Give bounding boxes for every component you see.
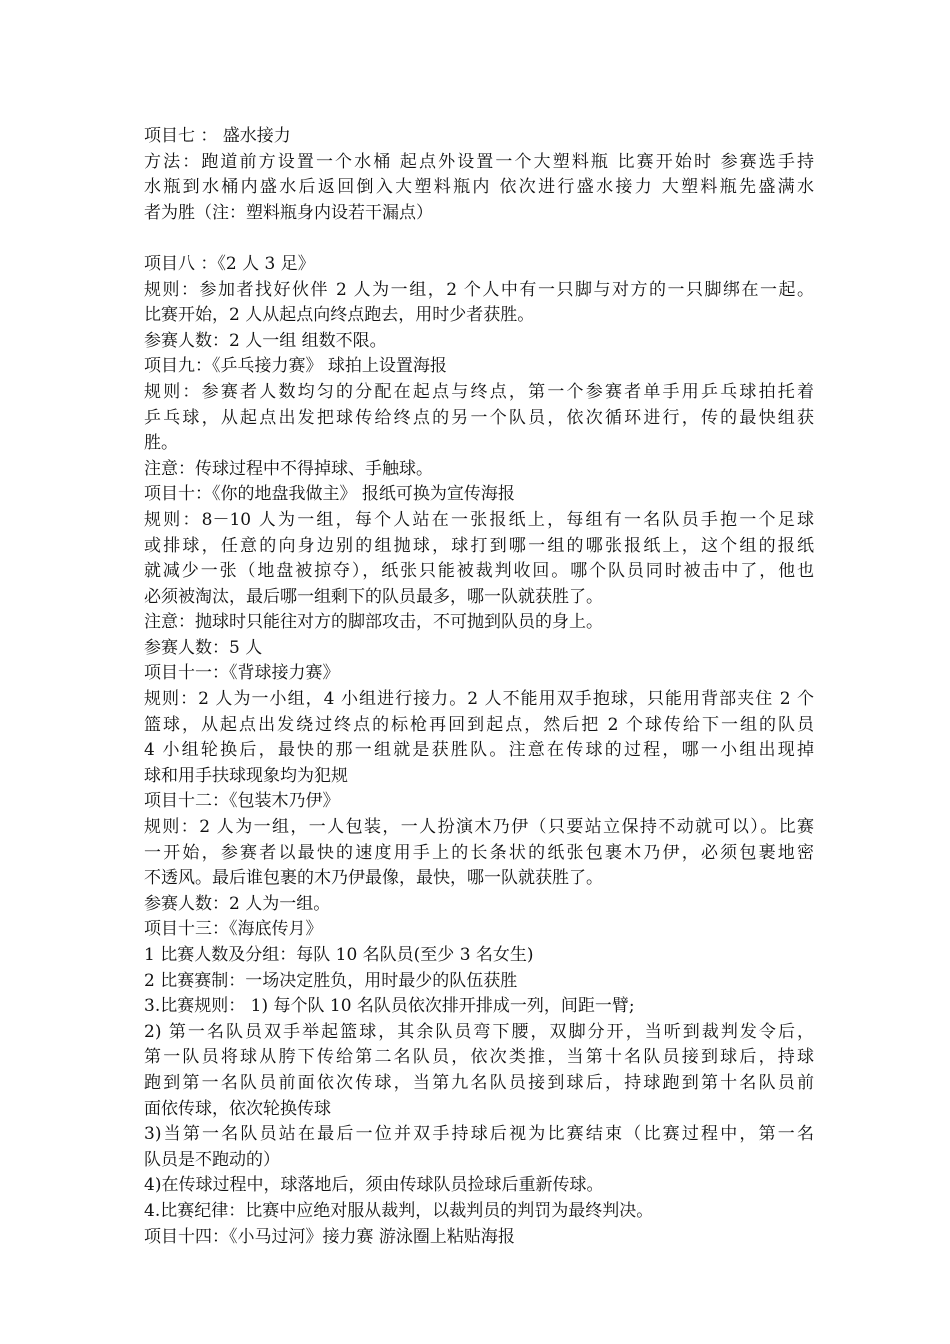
text-line: 水瓶到水桶内盛水后返回倒入大塑料瓶内 依次进行盛水接力 大塑料瓶先盛满水 xyxy=(144,177,814,198)
text-line: 就减少一张（地盘被掠夺），纸张只能被裁判收回。哪个队员同时被击中了，他也 xyxy=(144,561,814,582)
text-line: 不透风。最后谁包裹的木乃伊最像，最快，哪一队就获胜了。 xyxy=(144,868,603,889)
text-line: 规则：2 人为一组，一人包装，一人扮演木乃伊（只要站立保持不动就可以）。比赛 xyxy=(144,817,814,838)
text-line: 面依传球，依次轮换传球 xyxy=(144,1098,331,1119)
text-line: 比赛开始，2 人从起点向终点跑去，用时少者获胜。 xyxy=(144,305,535,326)
text-line: 参赛人数：2 人为一组。 xyxy=(144,893,331,914)
text-line: 4)在传球过程中，球落地后，须由传球队员捡球后重新传球。 xyxy=(144,1175,604,1196)
text-line: 项目十三：《海底传月》 xyxy=(144,919,323,940)
text-line: 规则：参赛者人数均匀的分配在起点与终点，第一个参赛者单手用乒乓球拍托着 xyxy=(144,381,814,402)
text-line: 2 比赛赛制：一场决定胜负，用时最少的队伍获胜 xyxy=(144,970,518,991)
text-line: 注意：抛球时只能往对方的脚部攻击，不可抛到队员的身上。 xyxy=(144,612,603,633)
text-line: 项目八 ：《2 人 3 足》 xyxy=(144,253,315,274)
text-line: 球和用手扶球现象均为犯规 xyxy=(144,765,348,786)
text-line: 参赛人数：2 人一组 组数不限。 xyxy=(144,330,387,351)
text-line: 胜。 xyxy=(144,433,178,454)
text-line: 2) 第一名队员双手举起篮球，其余队员弯下腰，双脚分开，当听到裁判发令后， xyxy=(144,1021,814,1042)
text-line: 项目十一：《背球接力赛》 xyxy=(144,663,340,684)
text-line: 规则：8－10 人为一组，每个人站在一张报纸上，每组有一名队员手抱一个足球 xyxy=(144,509,814,530)
text-line: 者为胜（注：塑料瓶身内设若干漏点） xyxy=(144,202,433,223)
text-line: 规则：参加者找好伙伴 2 人为一组，2 个人中有一只脚与对方的一只脚绑在一起。 xyxy=(144,279,814,300)
text-line: 1 比赛人数及分组：每队 10 名队员(至少 3 名女生) xyxy=(144,945,534,965)
text-line: 项目七 ： 盛水接力 xyxy=(144,126,291,146)
text-line: 项目十二：《包装木乃伊》 xyxy=(144,791,340,812)
text-line: 篮球，从起点出发绕过终点的标枪再回到起点，然后把 2 个球传给下一组的队员 xyxy=(144,714,814,735)
text-line: 项目九：《乒乓接力赛》 球拍上设置海报 xyxy=(144,356,447,377)
text-line: 规则：2 人为一小组，4 小组进行接力。2 人不能用双手抱球，只能用背部夹住 2 个 xyxy=(144,689,814,710)
text-line: 3)当第一名队员站在最后一位并双手持球后视为比赛结束（比赛过程中，第一名 xyxy=(144,1124,814,1145)
blank-line xyxy=(144,226,814,252)
text-line: 或排球，任意的向身边别的组抛球，球打到哪一组的哪张报纸上，这个组的报纸 xyxy=(144,535,814,556)
text-line: 乒乓球，从起点出发把球传给终点的另一个队员，依次循环进行，传的最快组获 xyxy=(144,407,814,428)
text-line: 参赛人数：5 人 xyxy=(144,637,263,658)
text-line: 项目十四：《小马过河》接力赛 游泳圈上粘贴海报 xyxy=(144,1226,515,1247)
text-line: 4.比赛纪律：比赛中应绝对服从裁判，以裁判员的判罚为最终判决。 xyxy=(144,1200,654,1221)
text-line: 第一队员将球从胯下传给第二名队员，依次类推，当第十名队员接到球后，持球 xyxy=(144,1047,814,1068)
text-line: 项目十：《你的地盘我做主》 报纸可换为宣传海报 xyxy=(144,484,515,505)
text-line: 必须被淘汰，最后哪一组剩下的队员最多，哪一队就获胜了。 xyxy=(144,586,603,607)
text-line: 注意：传球过程中不得掉球、手触球。 xyxy=(144,458,433,479)
document-page xyxy=(144,124,814,1250)
text-line: 队员是不跑动的） xyxy=(144,1149,280,1170)
text-line: 3.比赛规则： 1) 每个队 10 名队员依次排开排成一列，间距一臂; xyxy=(144,996,635,1017)
text-line: 跑到第一名队员前面依次传球，当第九名队员接到球后，持球跑到第十名队员前 xyxy=(144,1072,814,1093)
text-line: 一开始，参赛者以最快的速度用手上的长条状的纸张包裹木乃伊，必须包裹地密 xyxy=(144,842,814,863)
text-line: 4 小组轮换后，最快的那一组就是获胜队。注意在传球的过程，哪一小组出现掉 xyxy=(144,740,814,761)
text-line: 方法：跑道前方设置一个水桶 起点外设置一个大塑料瓶 比赛开始时 参赛选手持 xyxy=(144,151,814,172)
